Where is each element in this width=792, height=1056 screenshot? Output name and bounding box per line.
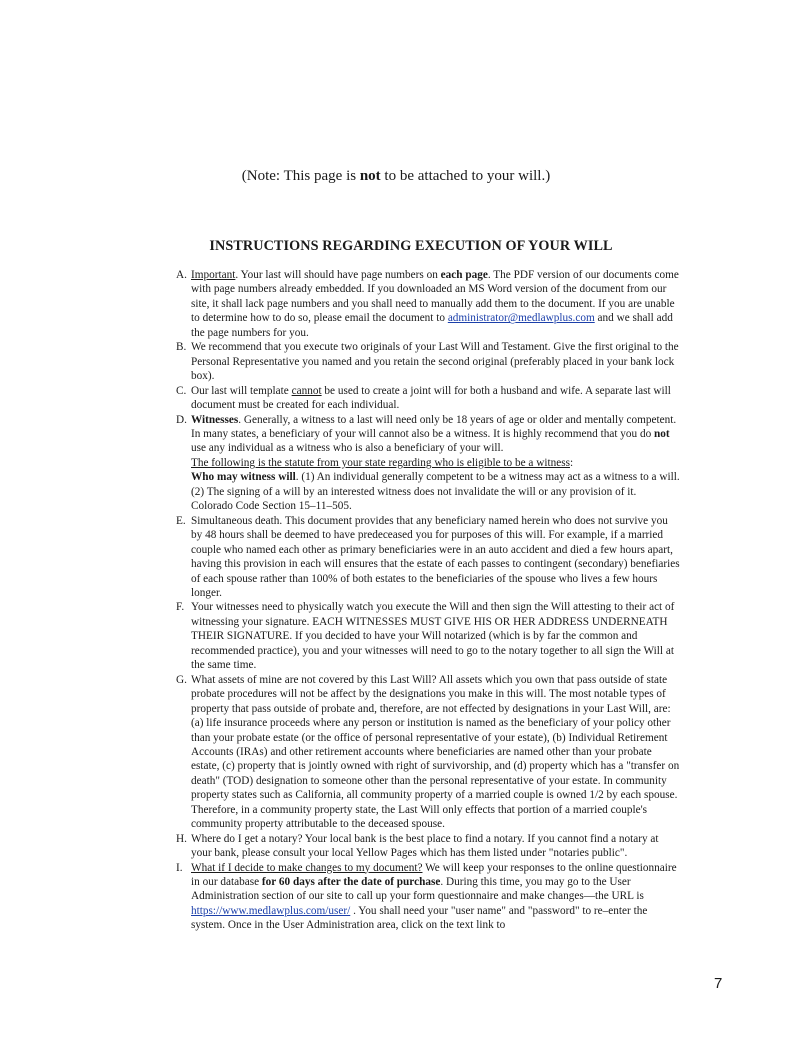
list-item-f: F. Your witnesses need to physically watch you execute the Will and then sign the Will attesting to their act of witnessing your signature. EACH WITNESSES MUST GIVE HIS OR HER ADDRESS UNDERNEATH THEIR SIGNATURE. If you decided to have your Will notarized (which is by far the common and recommended practice), you and your witnesses will need to go to the notary together to all sign the Will at the same time. bbox=[176, 601, 675, 672]
list-item-g: G. What assets of mine are not covered by this Last Will? All assets which you own that pass outside of state probate procedures will not be affect by the designations you make in this will. The most notable types of property that pass outside of probate and, therefore, are not effected by designations in your Last Will, are: (a) life insurance proceeds where any person or institution is named as the beneficiary of your policy other than your probate estate (or the office of personal representative of your estate), (b) Individual Retirement Accounts (IRAs) and other retirement accounts where beneficiaries are named other than your probate estate, (c) property that is jointly owned with right of survivorship, and (d) property which has a "transfer on death" (TOD) designation to someone other than the personal representative of your estate. In community property states such as California, all community property of a married couple is owned 1/2 by each spouse. Therefore, in a community property state, the Last Will only effects that portion of a married couple's community property attributable to the deceased spouse. bbox=[176, 673, 680, 831]
list-item-b: B. We recommend that you execute two originals of your Last Will and Testament. Give the first original to the Personal Representative you named and you retain the second original (preferably placed in your bank lock box). bbox=[176, 341, 679, 383]
list-item-h: H. Where do I get a notary? Your local bank is the best place to find a notary. If you cannot find a notary at your bank, please consult your local Yellow Pages which has them listed under "notaries public". bbox=[176, 832, 659, 860]
page-title: INSTRUCTIONS REGARDING EXECUTION OF YOUR WILL bbox=[209, 238, 613, 254]
list-item-a: A. Important. Your last will should have page numbers on each page. The PDF version of our documents come with page numbers already embedded. If you downloaded an MS Word version of the document from our site, it shall lack page numbers and you shall need to manually add them to the document. If you are unable to determine how to do so, please email the document to administrator@medlawplus.com and we shall add the page numbers for you. bbox=[176, 269, 679, 339]
list-item-c: C. Our last will template cannot be used to create a joint will for both a husband and wife. A separate last will document must be created for each individual. bbox=[176, 384, 671, 412]
email-link[interactable]: administrator@medlawplus.com bbox=[447, 312, 595, 325]
list-item-d: D. Witnesses. Generally, a witness to a last will need only be 18 years of age or older and mentally competent. In many states, a beneficiary of your will cannot also be a witness. It is highly recommend that you do not use any individual as a witness who is also a beneficiary of your will. The following is the statute from your state regarding who is eligible to be a witness: Who may witness will. (1) An individual generally competent to be a witness may act as a witness to a will. (2) The signing of a will by an interested witness does not invalidate the will or any provision of it. Colorado Code Section 15–11–505. bbox=[176, 413, 680, 513]
list-item-e: E. Simultaneous death. This document provides that any beneficiary named herein who does not survive you by 48 hours shall be deemed to have predeceased you for purposes of this will. For example, if a married couple who named each other as primary beneficiaries were in an auto accident and died a few hours apart, having this provision in each will ensures that the estate of each passes to contingent (secondary) benefiaries of each spouse rather than 100% of both estates to the beneficiaries of the spouse who lives a few hours longer. bbox=[176, 514, 680, 599]
statute-intro: The following is the statute from your state regarding who is eligible to be a witness bbox=[191, 456, 570, 469]
list-item-i: I. What if I decide to make changes to my document? We will keep your responses to the online questionnaire in our database for 60 days after the date of purchase. During this time, you may go to the User Administration section of our site to call up your form questionnaire and make changes—the URL is https://www.medlawplus.com/user/ . You shall need your "user name" and "password" to re–enter the system. Once in the User Administration area, click on the text link to bbox=[176, 861, 677, 932]
instructions-list bbox=[176, 268, 680, 933]
statute-heading: Who may witness will bbox=[191, 471, 296, 484]
important-label: Important bbox=[191, 269, 236, 281]
changes-question: What if I decide to make changes to my document? bbox=[191, 861, 423, 874]
page-number: 7 bbox=[714, 975, 723, 992]
page-note: (Note: This page is not to be attached to your will.) bbox=[241, 168, 551, 184]
user-admin-link[interactable]: https://www.medlawplus.com/user/ bbox=[191, 904, 351, 917]
witnesses-heading: Witnesses bbox=[191, 413, 239, 426]
